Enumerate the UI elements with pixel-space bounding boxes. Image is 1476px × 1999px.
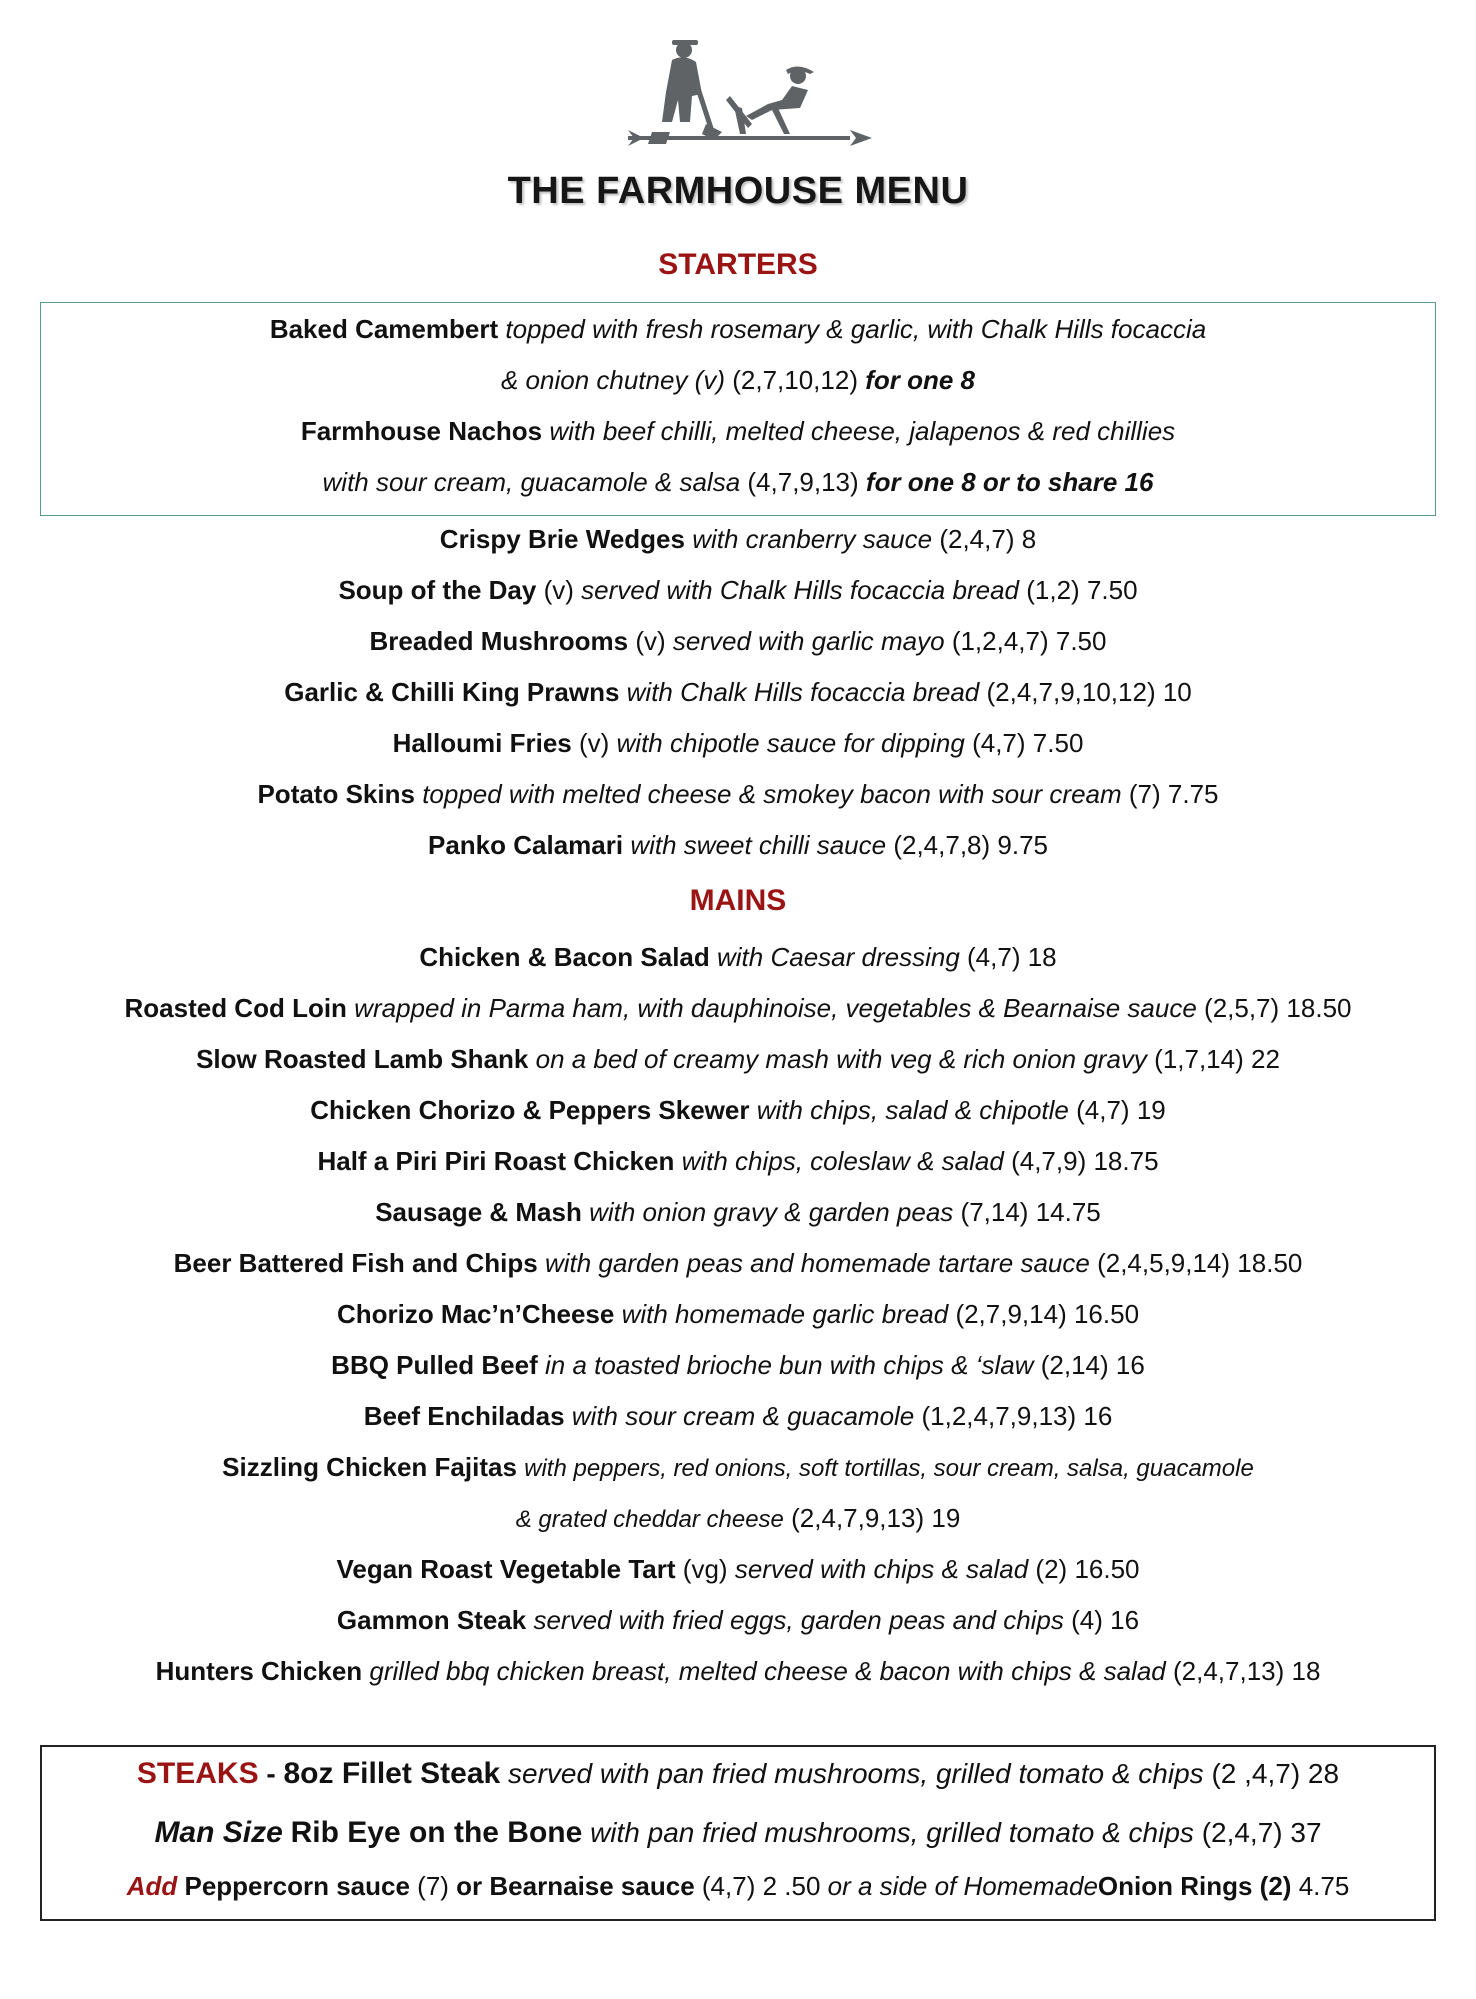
item-tag: (v) bbox=[543, 575, 574, 605]
item-description: with chips, salad & chipotle bbox=[756, 1095, 1069, 1125]
item-price: 28 bbox=[1307, 1758, 1340, 1789]
item-description: with homemade garlic bread bbox=[621, 1299, 949, 1329]
item-price: 4.75 bbox=[1298, 1871, 1350, 1901]
menu-item bbox=[0, 827, 1476, 863]
item-price: 22 bbox=[1251, 1044, 1280, 1074]
menu-item bbox=[0, 725, 1476, 761]
item-price: 18 bbox=[1027, 942, 1057, 972]
item-name: Sizzling Chicken Fajitas bbox=[222, 1452, 517, 1482]
menu-item bbox=[0, 623, 1476, 659]
menu-item-baked-camembert-cont bbox=[0, 362, 1476, 398]
item-name: Beef Enchiladas bbox=[363, 1401, 565, 1431]
item-price: 7.75 bbox=[1167, 779, 1219, 809]
item-description: topped with fresh rosemary & garlic, with Chalk Hills focaccia bbox=[505, 314, 1207, 344]
item-allergens: (1,7,14) bbox=[1154, 1044, 1244, 1074]
item-allergens: (2,4,7) bbox=[939, 524, 1015, 554]
item-name: Chicken & Bacon Salad bbox=[419, 942, 710, 972]
item-price: for one 8 or to share 16 bbox=[865, 467, 1154, 497]
item-price: 18.50 bbox=[1286, 993, 1352, 1023]
item-allergens: (4,7,9) bbox=[1011, 1146, 1087, 1176]
item-allergens: (2,4,7) bbox=[1201, 1817, 1283, 1848]
item-name: Vegan Roast Vegetable Tart bbox=[336, 1554, 676, 1584]
item-name: Chicken Chorizo & Peppers Skewer bbox=[310, 1095, 750, 1125]
item-allergens: (2,4,7,9,10,12) bbox=[986, 677, 1156, 707]
menu-item-farmhouse-nachos-cont bbox=[0, 464, 1476, 500]
menu-item bbox=[0, 572, 1476, 608]
item-description: wrapped in Parma ham, with dauphinoise, vegetables & Bearnaise sauce bbox=[354, 993, 1197, 1023]
menu-item-sauces bbox=[0, 1868, 1476, 1904]
item-description: with chipotle sauce for dipping bbox=[616, 728, 965, 758]
item-allergens: (2,4,5,9,14) bbox=[1097, 1248, 1231, 1278]
item-description: topped with melted cheese & smokey bacon with sour cream bbox=[422, 779, 1122, 809]
item-description: served with Chalk Hills focaccia bread bbox=[581, 575, 1019, 605]
item-description: with peppers, red onions, soft tortillas, sour cream, salsa, guacamole bbox=[524, 1455, 1254, 1482]
farmer-and-lady-weathervane-icon bbox=[622, 36, 882, 156]
item-allergens: (4,7) bbox=[967, 942, 1021, 972]
item-description: with Caesar dressing bbox=[717, 942, 960, 972]
menu-item bbox=[0, 1194, 1476, 1230]
item-name: Sausage & Mash bbox=[375, 1197, 582, 1227]
item-name: Soup of the Day bbox=[338, 575, 537, 605]
item-allergens: (4,7) bbox=[972, 728, 1026, 758]
item-name: Panko Calamari bbox=[427, 830, 624, 860]
item-allergens: (2,4,7,8) bbox=[893, 830, 991, 860]
item-description: served with chips & salad bbox=[734, 1554, 1029, 1584]
item-name: Hunters Chicken bbox=[155, 1656, 363, 1686]
item-name: Beer Battered Fish and Chips bbox=[173, 1248, 538, 1278]
item-name: Slow Roasted Lamb Shank bbox=[196, 1044, 529, 1074]
menu-item bbox=[0, 1296, 1476, 1332]
item-tag: (vg) bbox=[682, 1554, 728, 1584]
item-name: 8oz Fillet Steak bbox=[283, 1757, 501, 1790]
item-description: with sour cream, guacamole & salsa bbox=[322, 467, 741, 497]
item-allergens: (2,4,7,9,13) bbox=[791, 1503, 925, 1533]
item-allergens: (7,14) bbox=[960, 1197, 1029, 1227]
item-name: Halloumi Fries bbox=[392, 728, 572, 758]
item-description: on a bed of creamy mash with veg & rich onion gravy bbox=[535, 1044, 1147, 1074]
item-allergens: (2,5,7) bbox=[1204, 993, 1280, 1023]
item-price: 10 bbox=[1162, 677, 1192, 707]
item-description: with chips, coleslaw & salad bbox=[681, 1146, 1004, 1176]
item-allergens: (2,7,9,14) bbox=[955, 1299, 1067, 1329]
menu-item bbox=[0, 939, 1476, 975]
item-allergens: (4) bbox=[1071, 1605, 1103, 1635]
menu-item bbox=[0, 1041, 1476, 1077]
item-allergens: (4,7,9,13) bbox=[747, 467, 859, 497]
side-name: Onion Rings (2) bbox=[1097, 1871, 1292, 1901]
item-price: 19 bbox=[931, 1503, 961, 1533]
item-price: 7.50 bbox=[1032, 728, 1084, 758]
item-name: Potato Skins bbox=[257, 779, 415, 809]
menu-item bbox=[0, 1347, 1476, 1383]
item-price: 2 .50 bbox=[762, 1871, 821, 1901]
item-price: 18 bbox=[1291, 1656, 1321, 1686]
item-price: 8 bbox=[1021, 524, 1037, 554]
menu-item bbox=[0, 776, 1476, 812]
menu-item bbox=[0, 1245, 1476, 1281]
item-description: with Chalk Hills focaccia bread bbox=[626, 677, 980, 707]
menu-title: THE FARMHOUSE MENU bbox=[507, 170, 969, 212]
item-description: with sour cream & guacamole bbox=[571, 1401, 915, 1431]
item-price: 16 bbox=[1115, 1350, 1145, 1380]
add-label: Add bbox=[126, 1871, 178, 1901]
menu-item bbox=[0, 1653, 1476, 1689]
item-description: with onion gravy & garden peas bbox=[589, 1197, 954, 1227]
starters-heading: STARTERS bbox=[658, 248, 818, 281]
item-allergens: (2 ,4,7) bbox=[1211, 1758, 1301, 1789]
item-allergens: (1,2,4,7) bbox=[951, 626, 1049, 656]
item-tag: (v) bbox=[635, 626, 666, 656]
item-name: Rib Eye on the Bone bbox=[290, 1816, 583, 1849]
item-description: served with fried eggs, garden peas and chips bbox=[533, 1605, 1064, 1635]
item-description: with sweet chilli sauce bbox=[630, 830, 887, 860]
item-name: Baked Camembert bbox=[269, 314, 499, 344]
item-name: Gammon Steak bbox=[336, 1605, 527, 1635]
menu-item bbox=[0, 521, 1476, 557]
item-price: 7.50 bbox=[1086, 575, 1138, 605]
item-description: in a toasted brioche bun with chips & ‘slaw bbox=[545, 1350, 1034, 1380]
steaks-label: STEAKS bbox=[136, 1757, 259, 1790]
item-allergens: (1,2) bbox=[1026, 575, 1080, 605]
item-price: 14.75 bbox=[1035, 1197, 1101, 1227]
item-price: 16.50 bbox=[1074, 1554, 1140, 1584]
item-tag: (v) bbox=[578, 728, 610, 758]
item-description: served with pan fried mushrooms, grilled tomato & chips bbox=[508, 1758, 1204, 1789]
item-price: 7.50 bbox=[1055, 626, 1107, 656]
menu-item-fajitas-cont bbox=[0, 1500, 1476, 1538]
mains-heading: MAINS bbox=[689, 884, 787, 917]
item-description: served with garlic mayo bbox=[672, 626, 945, 656]
item-price: 9.75 bbox=[997, 830, 1048, 860]
item-description: with pan fried mushrooms, grilled tomato & chips bbox=[590, 1817, 1194, 1848]
item-name: Chorizo Mac’n’Cheese bbox=[336, 1299, 615, 1329]
item-price: 19 bbox=[1136, 1095, 1166, 1125]
sauce-name: Bearnaise sauce bbox=[489, 1871, 695, 1901]
menu-item bbox=[0, 1143, 1476, 1179]
item-allergens: (1,2,4,7,9,13) bbox=[921, 1401, 1077, 1431]
item-description: with beef chilli, melted cheese, jalapenos & red chillies bbox=[549, 416, 1176, 446]
item-price: 16.50 bbox=[1073, 1299, 1140, 1329]
menu-item bbox=[0, 1398, 1476, 1434]
item-allergens: (2,7,10,12) bbox=[732, 365, 858, 395]
menu-item-fillet-steak bbox=[0, 1756, 1476, 1792]
item-description: & grated cheddar cheese bbox=[515, 1506, 784, 1533]
item-name: Roasted Cod Loin bbox=[124, 993, 347, 1023]
menu-item bbox=[0, 1092, 1476, 1128]
item-allergens: (4,7) bbox=[1076, 1095, 1130, 1125]
item-name: Garlic & Chilli King Prawns bbox=[284, 677, 620, 707]
or-text: or bbox=[456, 1871, 483, 1901]
item-description: with garden peas and homemade tartare sauce bbox=[544, 1248, 1090, 1278]
item-price: for one 8 bbox=[865, 365, 976, 395]
item-description: with cranberry sauce bbox=[692, 524, 933, 554]
item-name: Farmhouse Nachos bbox=[300, 416, 543, 446]
item-price: 16 bbox=[1083, 1401, 1113, 1431]
item-prefix: Man Size bbox=[154, 1816, 283, 1849]
item-description: grilled bbq chicken breast, melted cheese & bacon with chips & salad bbox=[369, 1656, 1166, 1686]
menu-item bbox=[0, 1602, 1476, 1638]
item-allergens: (7) bbox=[417, 1871, 449, 1901]
item-price: 18.75 bbox=[1093, 1146, 1159, 1176]
item-name: Breaded Mushrooms bbox=[369, 626, 629, 656]
item-price: 16 bbox=[1110, 1605, 1140, 1635]
item-name: Crispy Brie Wedges bbox=[439, 524, 685, 554]
menu-item-baked-camembert bbox=[0, 311, 1476, 347]
item-allergens: (7) bbox=[1128, 779, 1161, 809]
menu-item bbox=[0, 674, 1476, 710]
sauce-name: Peppercorn sauce bbox=[184, 1871, 410, 1901]
item-name: Half a Piri Piri Roast Chicken bbox=[317, 1146, 675, 1176]
menu-item-farmhouse-nachos bbox=[0, 413, 1476, 449]
menu-item-rib-eye bbox=[0, 1815, 1476, 1851]
item-allergens: (2,4,7,13) bbox=[1172, 1656, 1285, 1686]
item-price: 37 bbox=[1290, 1817, 1322, 1848]
item-name: BBQ Pulled Beef bbox=[331, 1350, 538, 1380]
item-description: or a side of Homemade bbox=[827, 1871, 1098, 1901]
separator: - bbox=[266, 1758, 276, 1789]
menu-item bbox=[0, 1551, 1476, 1587]
item-allergens: (2,14) bbox=[1040, 1350, 1109, 1380]
item-price: 18.50 bbox=[1237, 1248, 1303, 1278]
menu-item-fajitas bbox=[0, 1449, 1476, 1487]
menu-item bbox=[0, 990, 1476, 1026]
item-allergens: (4,7) bbox=[701, 1871, 756, 1901]
item-allergens: (2) bbox=[1035, 1554, 1068, 1584]
item-description: & onion chutney (v) bbox=[500, 365, 725, 395]
